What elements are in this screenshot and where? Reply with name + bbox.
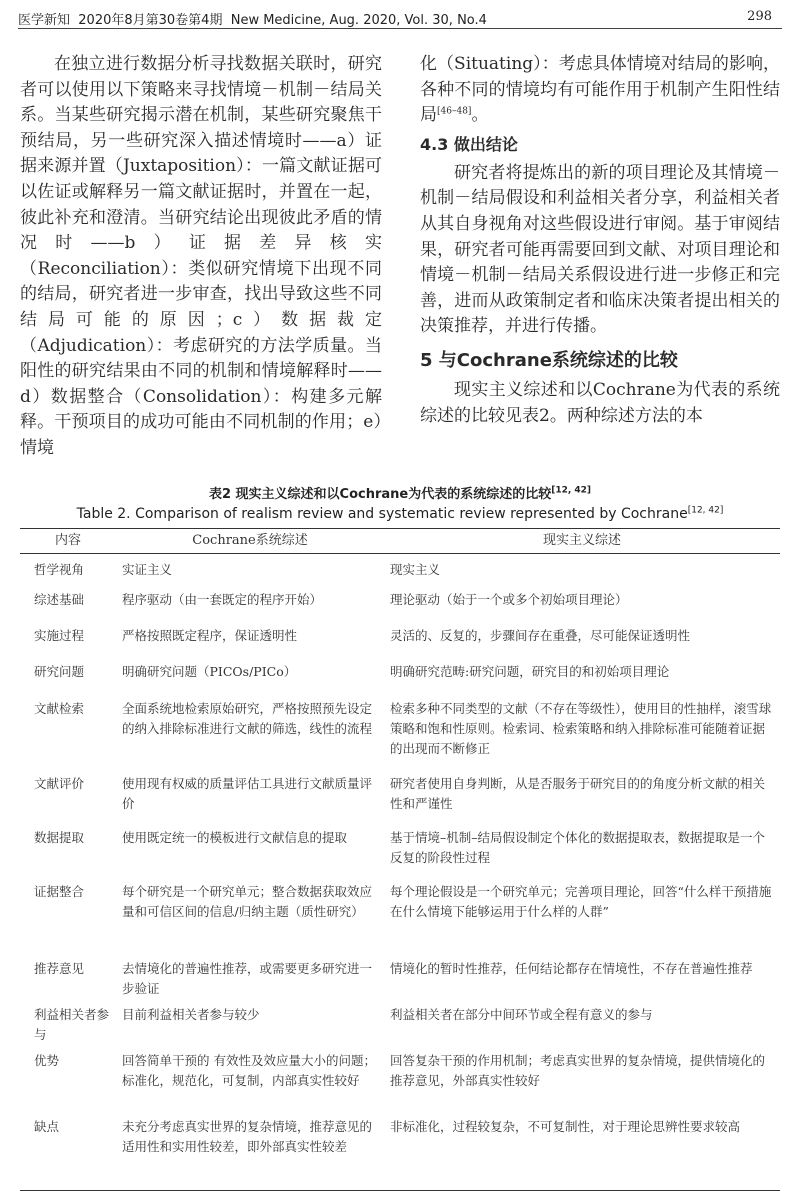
body-paragraph: 在独立进行数据分析寻找数据关联时，研究者可以使用以下策略来寻找情境－机制－结局关系。当某些研究揭示潜在机制，某些研究聚焦干预结局，另一些研究深入描述情境时——a）证据来源并置（Juxtaposition）：一篇文献证据可以佐证或解释另一篇文献证据时，并置在一起，彼此补充和澄清。当研究结论出现彼此矛盾的情况时——b）证据差异核实（Reconciliation）：类似研究情境下出现不同的结局，研究者进一步审查，找出导致这些不同结局可能的原因；c）数据裁定（Adjudication）：考虑研究的方法学质量。当阳性的研究结果由不同的机制和情境解释时——d）数据整合（Consolidation）：构建多元解释。干预项目的成功可能由不同机制的作用；e）情境 — [20, 54, 382, 458]
table-row — [20, 590, 780, 626]
caption-en-cite: [12, 42] — [687, 505, 724, 516]
issue-info: 2020年8月第30卷第4期 — [78, 13, 223, 28]
header-content: 内容 — [20, 529, 116, 554]
cochrane-cell: 使用既定统一的模板进行文献信息的提取 — [122, 829, 348, 845]
row-label: 实施过程 — [34, 627, 85, 643]
running-header — [18, 6, 782, 29]
continuation-paragraph — [420, 52, 780, 129]
journal-name-en: New Medicine, Aug. 2020, Vol. 30, No.4 — [230, 13, 487, 28]
table-row — [20, 626, 780, 662]
header-cochrane: Cochrane系统综述 — [116, 529, 384, 554]
row-label: 数据提取 — [34, 829, 85, 845]
realism-cell: 每个理论假设是一个研究单元；完善项目理论，回答“什么样干预措施在什么情境下能够运用于什么样的人群” — [390, 883, 772, 919]
cochrane-cell: 每个研究是一个研究单元；整合数据获取效应量和可信区间的信息/归纳主题（质性研究） — [122, 883, 373, 919]
row-label: 缺点 — [20, 1117, 116, 1191]
cochrane-cell: 全面系统地检索原始研究，严格按照预先设定的纳入排除标准进行文献的筛选，线性的流程 — [122, 700, 373, 736]
journal-name: 医学新知 — [18, 13, 71, 28]
realism-cell: 现实主义 — [390, 562, 441, 577]
cochrane-cell: 程序驱动（由一套既定的程序开始） — [122, 591, 323, 607]
table-row — [20, 774, 780, 828]
realism-cell: 基于情境–机制–结局假设制定个体化的数据提取表，数据提取是一个反复的阶段性过程 — [390, 829, 766, 865]
cochrane-cell: 目前利益相关者参与较少 — [122, 1006, 260, 1022]
row-label: 研究问题 — [34, 663, 85, 679]
table-header-row — [20, 529, 780, 554]
cochrane-cell: 回答简单干预的 有效性及效应量大小的问题；标准化，规范化，可复制，内部真实性较好 — [122, 1052, 376, 1088]
realism-cell: 灵活的、反复的，步骤间存在重叠，尽可能保证透明性 — [390, 627, 691, 643]
subsection-paragraph: 研究者将提炼出的新的项目理论及其情境－机制－结局假设和利益相关者分享，利益相关者从其自身视角对这些假设进行审阅。基于审阅结果，研究者可能再需要回到文献、对项目理论和情境－机制－结局关系假设进行进一步修正和完善，进而从政策制定者和临床决策者提出相关的决策推荐，并进行传播。 — [420, 162, 780, 337]
header-realism: 现实主义综述 — [384, 529, 780, 554]
realism-cell: 情境化的暂时性推荐，任何结论都存在情境性，不存在普遍性推荐 — [390, 960, 753, 976]
table-row — [20, 882, 780, 959]
caption-zh-cite: [12, 42] — [551, 485, 592, 496]
table-row — [20, 554, 780, 590]
subsection-title: 4.3 做出结论 — [420, 134, 518, 154]
realism-cell: 明确研究范畴:研究问题，研究目的和初始项目理论 — [390, 663, 670, 679]
continuation-end: 。 — [471, 105, 489, 126]
row-label: 优势 — [34, 1052, 60, 1068]
table-row — [20, 662, 780, 699]
cochrane-cell: 严格按照既定程序，保证透明性 — [122, 627, 298, 643]
table-row — [20, 1051, 780, 1117]
table-row — [20, 959, 780, 1005]
table-caption-zh — [10, 486, 790, 504]
cochrane-cell: 去情境化的普遍性推荐，或需要更多研究进一步验证 — [122, 960, 373, 996]
left-column — [20, 52, 382, 462]
section-title: 5 与Cochrane系统综述的比较 — [420, 349, 678, 371]
cochrane-cell: 使用现有权威的质量评估工具进行文献质量评价 — [122, 775, 373, 811]
realism-cell: 研究者使用自身判断，从是否服务于研究目的的角度分析文献的相关性和严谨性 — [390, 775, 766, 811]
realism-cell: 非标准化，过程较复杂，不可复制性，对于理论思辨性要求较高 — [384, 1117, 780, 1191]
row-label: 哲学视角 — [34, 562, 85, 577]
page-number: 298 — [747, 9, 772, 24]
table-row — [20, 828, 780, 882]
table-row — [20, 1117, 780, 1191]
realism-cell: 理论驱动（始于一个或多个初始项目理论） — [390, 591, 628, 607]
comparison-table — [20, 528, 780, 1191]
table-row — [20, 699, 780, 774]
caption-en-text: Table 2. Comparison of realism review and systematic review represented by Cochrane — [76, 506, 688, 522]
continuation-text: 化（Situating）：考虑具体情境对结局的影响，各种不同的情境均有可能作用于机制产生阳性结局 — [420, 54, 780, 126]
realism-cell: 回答复杂干预的作用机制；考虑真实世界的复杂情境，提供情境化的推荐意见，外部真实性较好 — [390, 1052, 766, 1088]
caption-zh-text: 表2 现实主义综述和以Cochrane为代表的系统综述的比较 — [208, 487, 552, 502]
citation: [46–48] — [437, 106, 472, 117]
realism-cell: 利益相关者在部分中间环节或全程有意义的参与 — [390, 1006, 653, 1022]
section-paragraph: 现实主义综述和以Cochrane为代表的系统综述的比较见表2。两种综述方法的本 — [420, 379, 780, 426]
cochrane-cell: 未充分考虑真实世界的复杂情境，推荐意见的适用性和实用性较差，即外部真实性较差 — [116, 1117, 384, 1191]
cochrane-cell: 实证主义 — [122, 562, 173, 577]
row-label: 证据整合 — [34, 883, 85, 899]
row-label: 综述基础 — [34, 591, 85, 607]
row-label: 文献检索 — [34, 700, 85, 716]
row-label: 推荐意见 — [34, 960, 85, 976]
realism-cell: 检索多种不同类型的文献（不存在等级性），使用目的性抽样，滚雪球策略和饱和性原则。检索词、检索策略和纳入排除标准可能随着证据的出现而不断修正 — [390, 700, 772, 756]
table-row — [20, 1005, 780, 1051]
table-caption-en — [10, 504, 790, 524]
table-caption — [10, 486, 790, 524]
row-label: 文献评价 — [34, 775, 85, 791]
row-label: 利益相关者参与 — [34, 1006, 110, 1042]
right-column — [420, 52, 780, 429]
cochrane-cell: 明确研究问题（PICOs/PICo） — [122, 663, 297, 679]
header-left — [18, 9, 487, 28]
